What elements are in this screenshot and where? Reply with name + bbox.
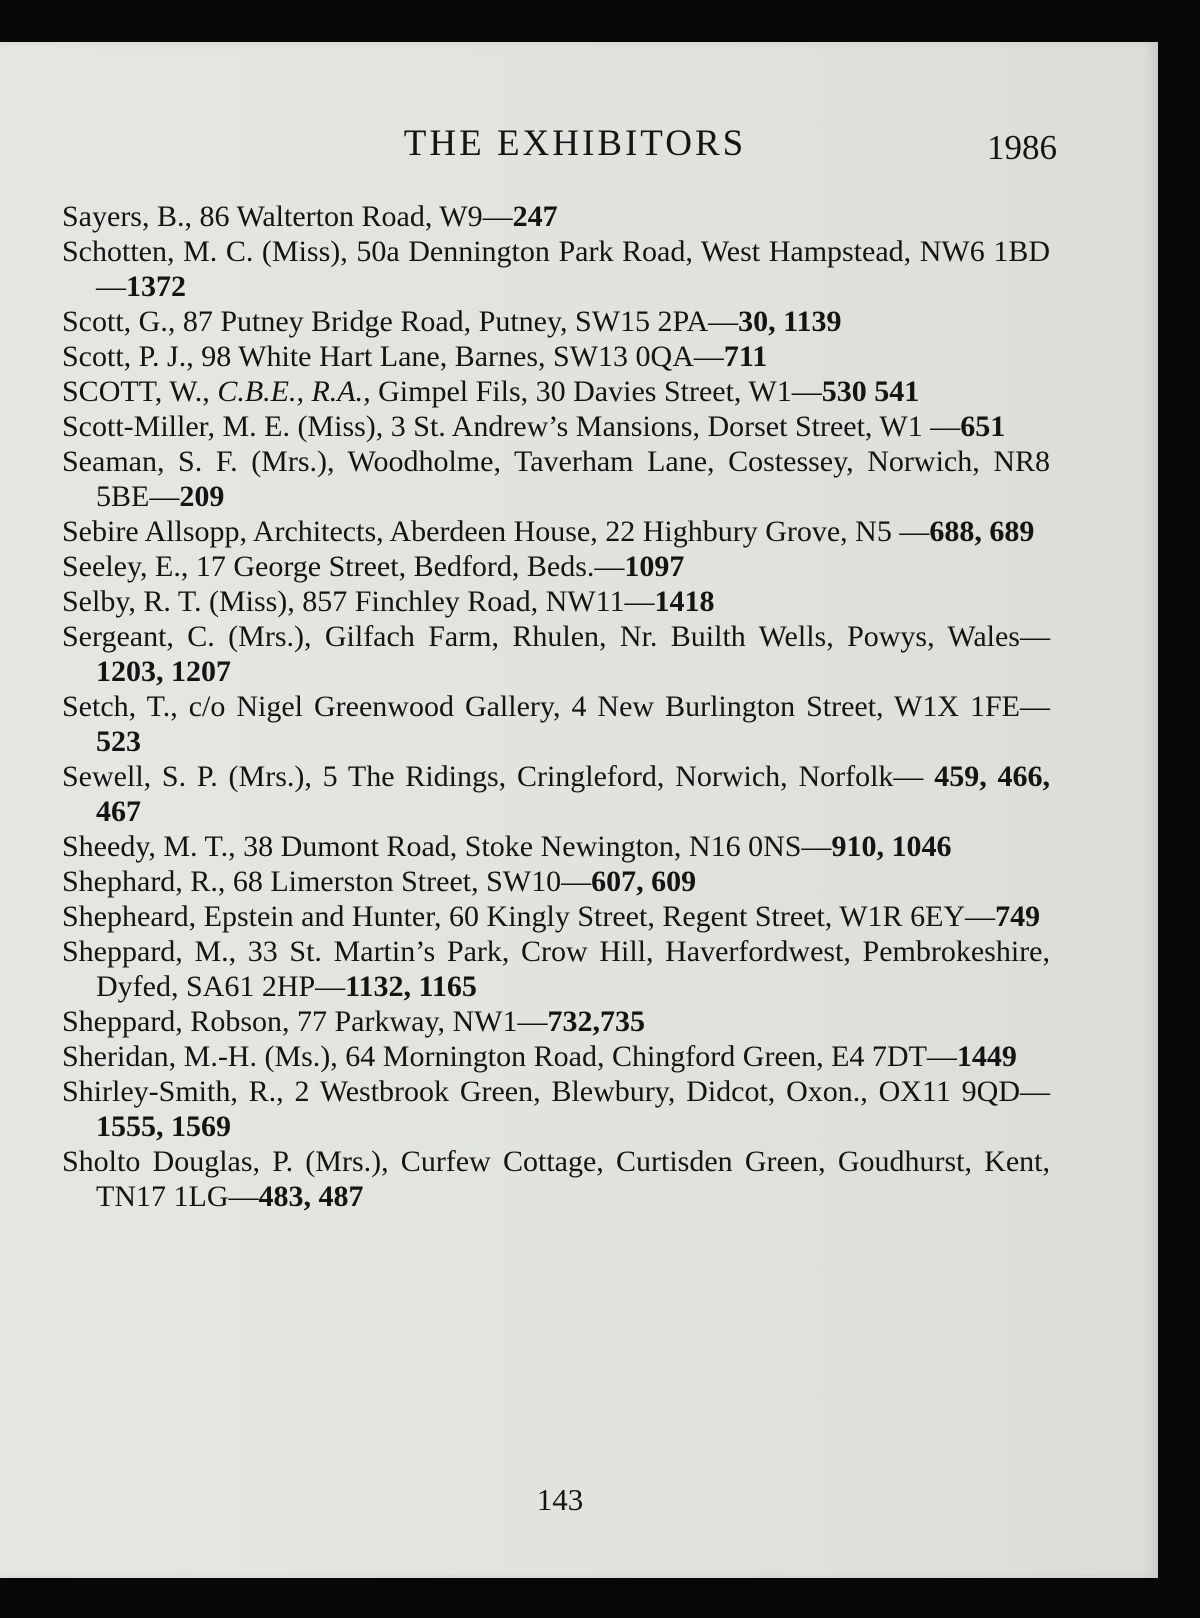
exhibitor-entry — [62, 199, 1050, 234]
entry-numbers: 30, 1139 — [738, 305, 842, 338]
exhibitor-entry — [62, 234, 1050, 304]
entry-text: Sheppard, Robson, 77 Parkway, NW1— — [62, 1005, 548, 1038]
entry-text: Gimpel Fils, 30 Davies Street, W1— — [370, 375, 822, 408]
entry-text: Sergeant, C. (Mrs.), Gilfach Farm, Rhulen, Nr. Builth Wells, Powys, Wales— — [62, 620, 1050, 653]
entry-numbers: 1372 — [126, 270, 186, 303]
exhibitor-entry — [62, 1144, 1050, 1214]
page-number: 143 — [536, 1482, 584, 1517]
exhibitor-entry — [62, 514, 1050, 549]
entry-numbers: 749 — [995, 900, 1041, 933]
exhibitor-entry — [62, 899, 1050, 934]
exhibitor-entry — [62, 1074, 1050, 1144]
entry-text: Shephard, R., 68 Limerston Street, SW10— — [62, 865, 592, 898]
entry-text: Selby, R. T. (Miss), 857 Finchley Road, NW11— — [62, 585, 655, 618]
entry-numbers: 1097 — [624, 550, 685, 583]
entry-honours: C.B.E., R.A., — [217, 375, 371, 408]
entry-numbers: 459, 466, 467 — [96, 760, 1051, 828]
entry-text: Sheridan, M.-H. (Ms.), 64 Mornington Road, Chingford Green, E4 7DT— — [62, 1040, 957, 1073]
exhibitor-entry — [62, 584, 1050, 619]
entry-numbers: 732,735 — [547, 1005, 645, 1038]
exhibitor-entry — [62, 1004, 1050, 1039]
entry-numbers: 607, 609 — [591, 865, 697, 898]
entry-text: Seaman, S. F. (Mrs.), Woodholme, Taverham Lane, Costessey, Norwich, NR8 5BE— — [62, 445, 1050, 513]
page-title: THE EXHIBITORS — [403, 123, 747, 164]
entry-name: SCOTT, W., — [62, 375, 218, 408]
entry-numbers: 1555, 1569 — [96, 1110, 231, 1143]
exhibitor-entry — [62, 339, 1050, 374]
entry-numbers: 651 — [960, 410, 1006, 443]
entry-text: Seeley, E., 17 George Street, Bedford, Beds.— — [62, 550, 625, 583]
entry-numbers: 483, 487 — [258, 1180, 364, 1213]
entry-text: Sholto Douglas, P. (Mrs.), Curfew Cottage, Curtisden Green, Goudhurst, Kent, TN17 1LG— — [62, 1145, 1050, 1213]
entry-text: Scott-Miller, M. E. (Miss), 3 St. Andrew’s Mansions, Dorset Street, W1 — — [62, 410, 961, 443]
exhibitor-entry — [62, 829, 1050, 864]
entry-numbers: 1132, 1165 — [345, 970, 477, 1003]
entry-numbers: 1203, 1207 — [96, 655, 231, 688]
entry-text: Schotten, M. C. (Miss), 50a Dennington Park Road, West Hampstead, NW6 1BD— — [62, 235, 1050, 303]
exhibitor-list — [62, 199, 1050, 1214]
entry-numbers: 1449 — [956, 1040, 1017, 1073]
entry-numbers: 711 — [723, 340, 768, 373]
page-year: 1986 — [987, 128, 1057, 167]
entry-text: Scott, P. J., 98 White Hart Lane, Barnes, SW13 0QA— — [62, 340, 724, 373]
exhibitor-entry — [62, 409, 1050, 444]
exhibitor-entry — [62, 374, 1050, 409]
exhibitor-entry — [62, 759, 1050, 829]
entry-numbers: 209 — [179, 480, 225, 513]
entry-numbers: 523 — [96, 725, 141, 758]
entry-text: Sebire Allsopp, Architects, Aberdeen House, 22 Highbury Grove, N5 — — [62, 515, 930, 548]
entry-text: Setch, T., c/o Nigel Greenwood Gallery, 4 New Burlington Street, W1X 1FE— — [62, 690, 1050, 723]
entry-numbers: 530 541 — [821, 375, 920, 408]
entry-text: Sewell, S. P. (Mrs.), 5 The Ridings, Cringleford, Norwich, Norfolk— — [62, 760, 935, 793]
exhibitor-entry — [62, 304, 1050, 339]
exhibitor-entry — [62, 1039, 1050, 1074]
exhibitor-entry — [62, 549, 1050, 584]
entry-text: Sheppard, M., 33 St. Martin’s Park, Crow Hill, Haverfordwest, Pembrokeshire, Dyfed, SA61 2HP— — [62, 935, 1050, 1003]
entry-numbers: 1418 — [654, 585, 715, 618]
entry-text: Shepheard, Epstein and Hunter, 60 Kingly Street, Regent Street, W1R 6EY— — [62, 900, 996, 933]
exhibitor-entry — [62, 934, 1050, 1004]
catalogue-page — [0, 42, 1158, 1578]
entry-text: Sheedy, M. T., 38 Dumont Road, Stoke Newington, N16 0NS— — [62, 830, 832, 863]
exhibitor-entry — [62, 619, 1050, 689]
entry-text: Scott, G., 87 Putney Bridge Road, Putney, SW15 2PA— — [62, 305, 739, 338]
entry-numbers: 688, 689 — [929, 515, 1035, 548]
exhibitor-entry — [62, 444, 1050, 514]
exhibitor-entry — [62, 864, 1050, 899]
entry-text: Sayers, B., 86 Walterton Road, W9— — [62, 200, 513, 233]
exhibitor-entry — [62, 689, 1050, 759]
entry-numbers: 910, 1046 — [831, 830, 952, 863]
entry-text: Shirley-Smith, R., 2 Westbrook Green, Blewbury, Didcot, Oxon., OX11 9QD— — [62, 1075, 1050, 1108]
entry-numbers: 247 — [512, 200, 558, 233]
